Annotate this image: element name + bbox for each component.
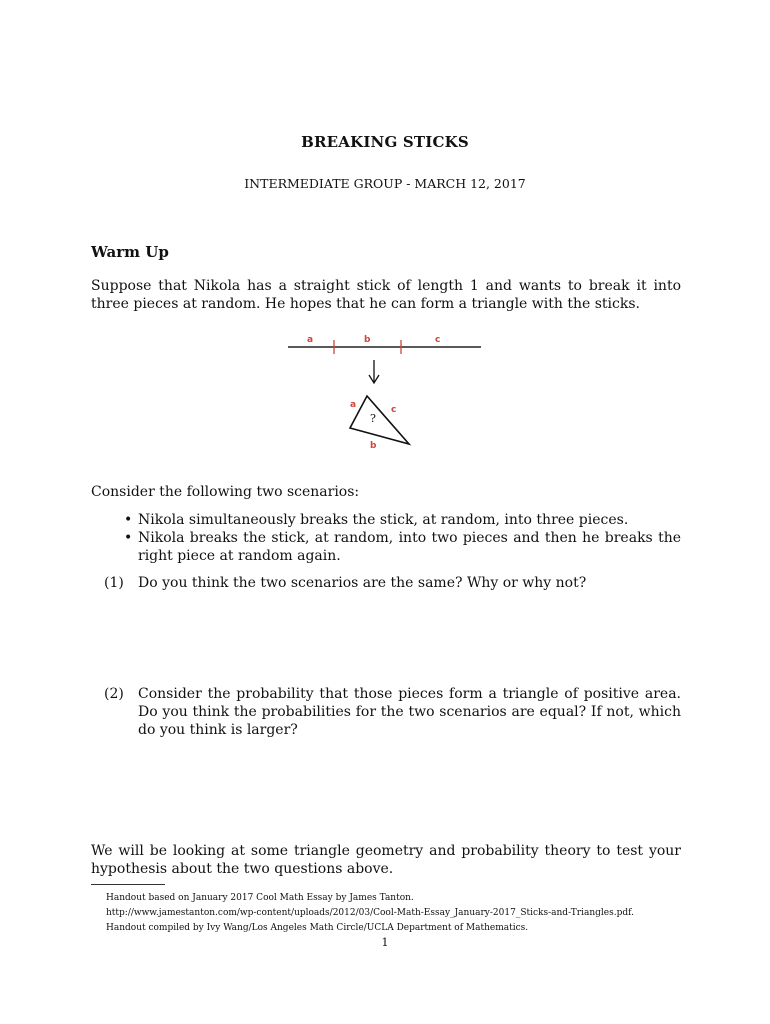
triangle-label-b: b: [370, 441, 377, 451]
footnote-compiler: Handout compiled by Ivy Wang/Los Angeles Math Circle/UCLA Department of Mathematics.: [106, 923, 529, 933]
triangle-question-mark: ?: [370, 412, 376, 425]
scenario-text: Nikola simultaneously breaks the stick, at random, into three pieces.: [138, 512, 629, 528]
triangle-shape: [350, 396, 409, 444]
footnote-divider: [91, 884, 165, 885]
intro-paragraph: Suppose that Nikola has a straight stick of length 1 and wants to break it into three pieces at random. He hopes that he can form a triangle with the sticks.: [91, 278, 681, 312]
bullet-icon: •: [124, 512, 133, 528]
page-number: 1: [381, 936, 389, 949]
footnote-url: http://www.jamestanton.com/wp-content/uploads/2012/03/Cool-Math-Essay_January-2017_Sticks-and-Triangles.pdf.: [106, 908, 634, 918]
closing-paragraph: We will be looking at some triangle geometry and probability theory to test your hypothesis about the two questions above.: [91, 843, 681, 877]
list-item: [124, 511, 681, 529]
scenario-text: Nikola breaks the stick, at random, into two pieces and then he breaks the right piece at random again.: [138, 530, 681, 564]
stick-label-a: a: [307, 335, 314, 345]
page-subtitle: INTERMEDIATE GROUP - MARCH 12, 2017: [244, 176, 526, 191]
section-heading-warm-up: Warm Up: [91, 243, 169, 261]
scenarios-intro: Consider the following two scenarios:: [91, 484, 360, 500]
question-number: (1): [104, 575, 124, 591]
question-text: Consider the probability that those pieces form a triangle of positive area. Do you think the probabilities for the two scenarios are equal? If not, which do you think is larger?: [138, 686, 681, 738]
question-1: [104, 574, 681, 592]
stick-label-c: c: [435, 335, 441, 345]
list-item: [124, 529, 681, 565]
triangle-label-a: a: [350, 400, 357, 410]
scenario-list: [124, 511, 681, 565]
footnote-source: Handout based on January 2017 Cool Math Essay by James Tanton.: [106, 893, 414, 903]
question-text: Do you think the two scenarios are the same? Why or why not?: [138, 575, 587, 591]
question-number: (2): [104, 686, 124, 702]
stick-label-b: b: [364, 335, 371, 345]
triangle-label-c: c: [391, 405, 397, 415]
stick-triangle-figure: [280, 330, 490, 455]
question-2: [104, 685, 681, 739]
bullet-icon: •: [124, 530, 133, 546]
page-title: BREAKING STICKS: [301, 133, 469, 151]
